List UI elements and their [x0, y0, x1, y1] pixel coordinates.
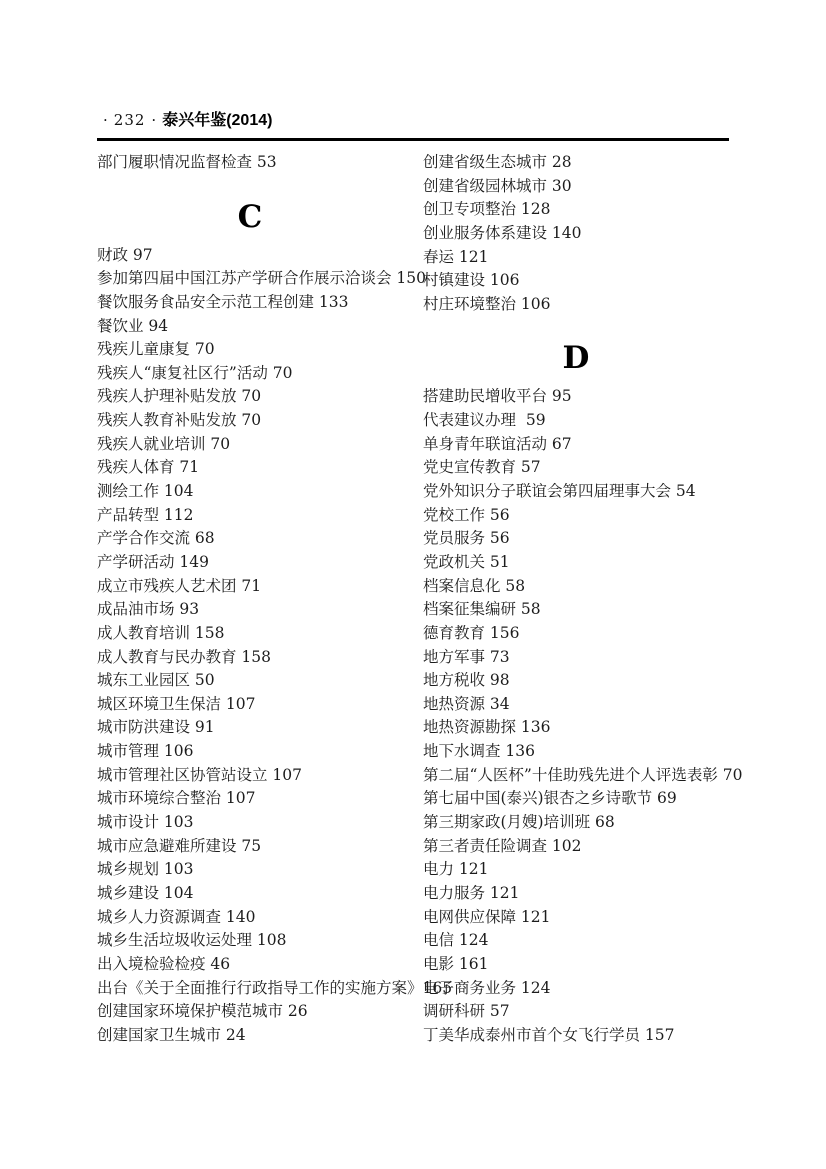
index-entry: 档案信息化 58 — [423, 576, 526, 595]
index-entry: 代表建议办理 59 — [423, 411, 546, 430]
index-entry: 第三期家政(月嫂)培训班 68 — [423, 813, 615, 832]
index-entry: 调研科研 57 — [423, 1002, 510, 1021]
index-entry: 电信 124 — [423, 931, 489, 950]
index-entry: 产学研活动 149 — [97, 552, 210, 571]
index-entry: 地方军事 73 — [423, 647, 510, 666]
index-entry: 地热资源勘探 136 — [423, 718, 551, 737]
index-entry: 残疾人教育补贴发放 70 — [97, 411, 262, 430]
index-entry: 城乡规划 103 — [97, 860, 194, 879]
index-entry: 村庄环境整治 106 — [423, 294, 551, 313]
index-entry: 创建国家卫生城市 24 — [97, 1025, 246, 1044]
index-entry: 城市管理 106 — [97, 742, 194, 761]
index-entry: 残疾人就业培训 70 — [97, 434, 231, 453]
index-column-left — [97, 151, 453, 1047]
index-entry: 创建省级园林城市 30 — [423, 176, 572, 195]
index-entry: 参加第四届中国江苏产学研合作展示洽谈会 150 — [97, 269, 427, 288]
index-entry: 成人教育与民办教育 158 — [97, 647, 272, 666]
index-entry: 城乡建设 104 — [97, 883, 194, 902]
index-entry: 电子商务业务 124 — [423, 978, 551, 997]
index-entry: 餐饮业 94 — [97, 316, 169, 335]
index-entry: 地下水调查 136 — [423, 742, 536, 761]
index-entry: 残疾人“康复社区行”活动 70 — [97, 363, 293, 382]
index-entry: 残疾儿童康复 70 — [97, 340, 215, 359]
page-number: 232 — [113, 111, 146, 129]
index-entry: 财政 97 — [97, 245, 153, 264]
index-entry: 残疾人体育 71 — [97, 458, 200, 477]
index-entry: 搭建助民增收平台 95 — [423, 387, 572, 406]
index-entry: 城市环境综合整治 107 — [97, 789, 256, 808]
index-entry: 城市防洪建设 91 — [97, 718, 215, 737]
index-entry: 城乡人力资源调查 140 — [97, 907, 256, 926]
index-entry: 创业服务体系建设 140 — [423, 223, 582, 242]
header-dot: · — [103, 111, 108, 129]
section-letter-heading: C — [237, 198, 263, 235]
index-entry: 单身青年联谊活动 67 — [423, 434, 572, 453]
index-entry: 餐饮服务食品安全示范工程创建 133 — [97, 292, 349, 311]
index-entry: 出台《关于全面推行行政指导工作的实施方案》165 — [97, 978, 453, 997]
index-entry: 电力 121 — [423, 860, 489, 879]
page-header — [97, 110, 729, 141]
index-entry: 创建省级生态城市 28 — [423, 153, 572, 171]
index-entry: 出入境检验检疫 46 — [97, 954, 231, 973]
index-entry: 春运 121 — [423, 247, 489, 266]
index-entry: 电网供应保障 121 — [423, 907, 551, 926]
index-entry: 残疾人护理补贴发放 70 — [97, 387, 262, 406]
index-entry: 城乡生活垃圾收运处理 108 — [97, 931, 287, 950]
index-column-right — [423, 151, 743, 1047]
index-entry: 成品油市场 93 — [97, 600, 200, 619]
index-entry: 档案征集编研 58 — [423, 600, 541, 619]
index-entry: 测绘工作 104 — [97, 482, 194, 501]
index-entry: 丁美华成泰州市首个女飞行学员 157 — [423, 1025, 675, 1044]
index-entry: 党校工作 56 — [423, 505, 510, 524]
index-entry: 城区环境卫生保洁 107 — [97, 694, 256, 713]
index-entry: 城市管理社区协管站设立 107 — [97, 765, 303, 784]
index-entry: 产品转型 112 — [97, 505, 194, 524]
index-entry: 成立市残疾人艺术团 71 — [97, 576, 262, 595]
index-entry: 城市设计 103 — [97, 813, 194, 832]
index-entry: 创建国家环境保护模范城市 26 — [97, 1002, 308, 1021]
index-entry: 党史宣传教育 57 — [423, 458, 541, 477]
index-entry: 城东工业园区 50 — [97, 671, 215, 690]
index-entry: 党政机关 51 — [423, 552, 510, 571]
index-entry: 部门履职情况监督检查 53 — [97, 153, 277, 171]
index-entry: 产学合作交流 68 — [97, 529, 215, 548]
section-letter-heading: D — [562, 340, 590, 377]
book-title: 泰兴年鉴(2014) — [162, 112, 273, 129]
index-entry: 电力服务 121 — [423, 883, 520, 902]
index-entry: 城市应急避难所建设 75 — [97, 836, 262, 855]
index-entry: 第二届“人医杯”十佳助残先进个人评选表彰 70 — [423, 765, 743, 784]
index-entry: 地热资源 34 — [423, 694, 510, 713]
index-entry: 村镇建设 106 — [423, 271, 520, 290]
index-entry: 德育教育 156 — [423, 623, 520, 642]
index-entry: 党外知识分子联谊会第四届理事大会 54 — [423, 482, 696, 501]
header-dot: · — [151, 111, 157, 129]
index-entry: 第三者责任险调查 102 — [423, 836, 582, 855]
index-entry: 第七届中国(泰兴)银杏之乡诗歌节 69 — [423, 789, 677, 808]
index-entry: 地方税收 98 — [423, 671, 510, 690]
index-entry: 成人教育培训 158 — [97, 623, 225, 642]
index-entry: 党员服务 56 — [423, 529, 510, 548]
index-entry: 电影 161 — [423, 954, 489, 973]
index-entry: 创卫专项整治 128 — [423, 200, 551, 219]
